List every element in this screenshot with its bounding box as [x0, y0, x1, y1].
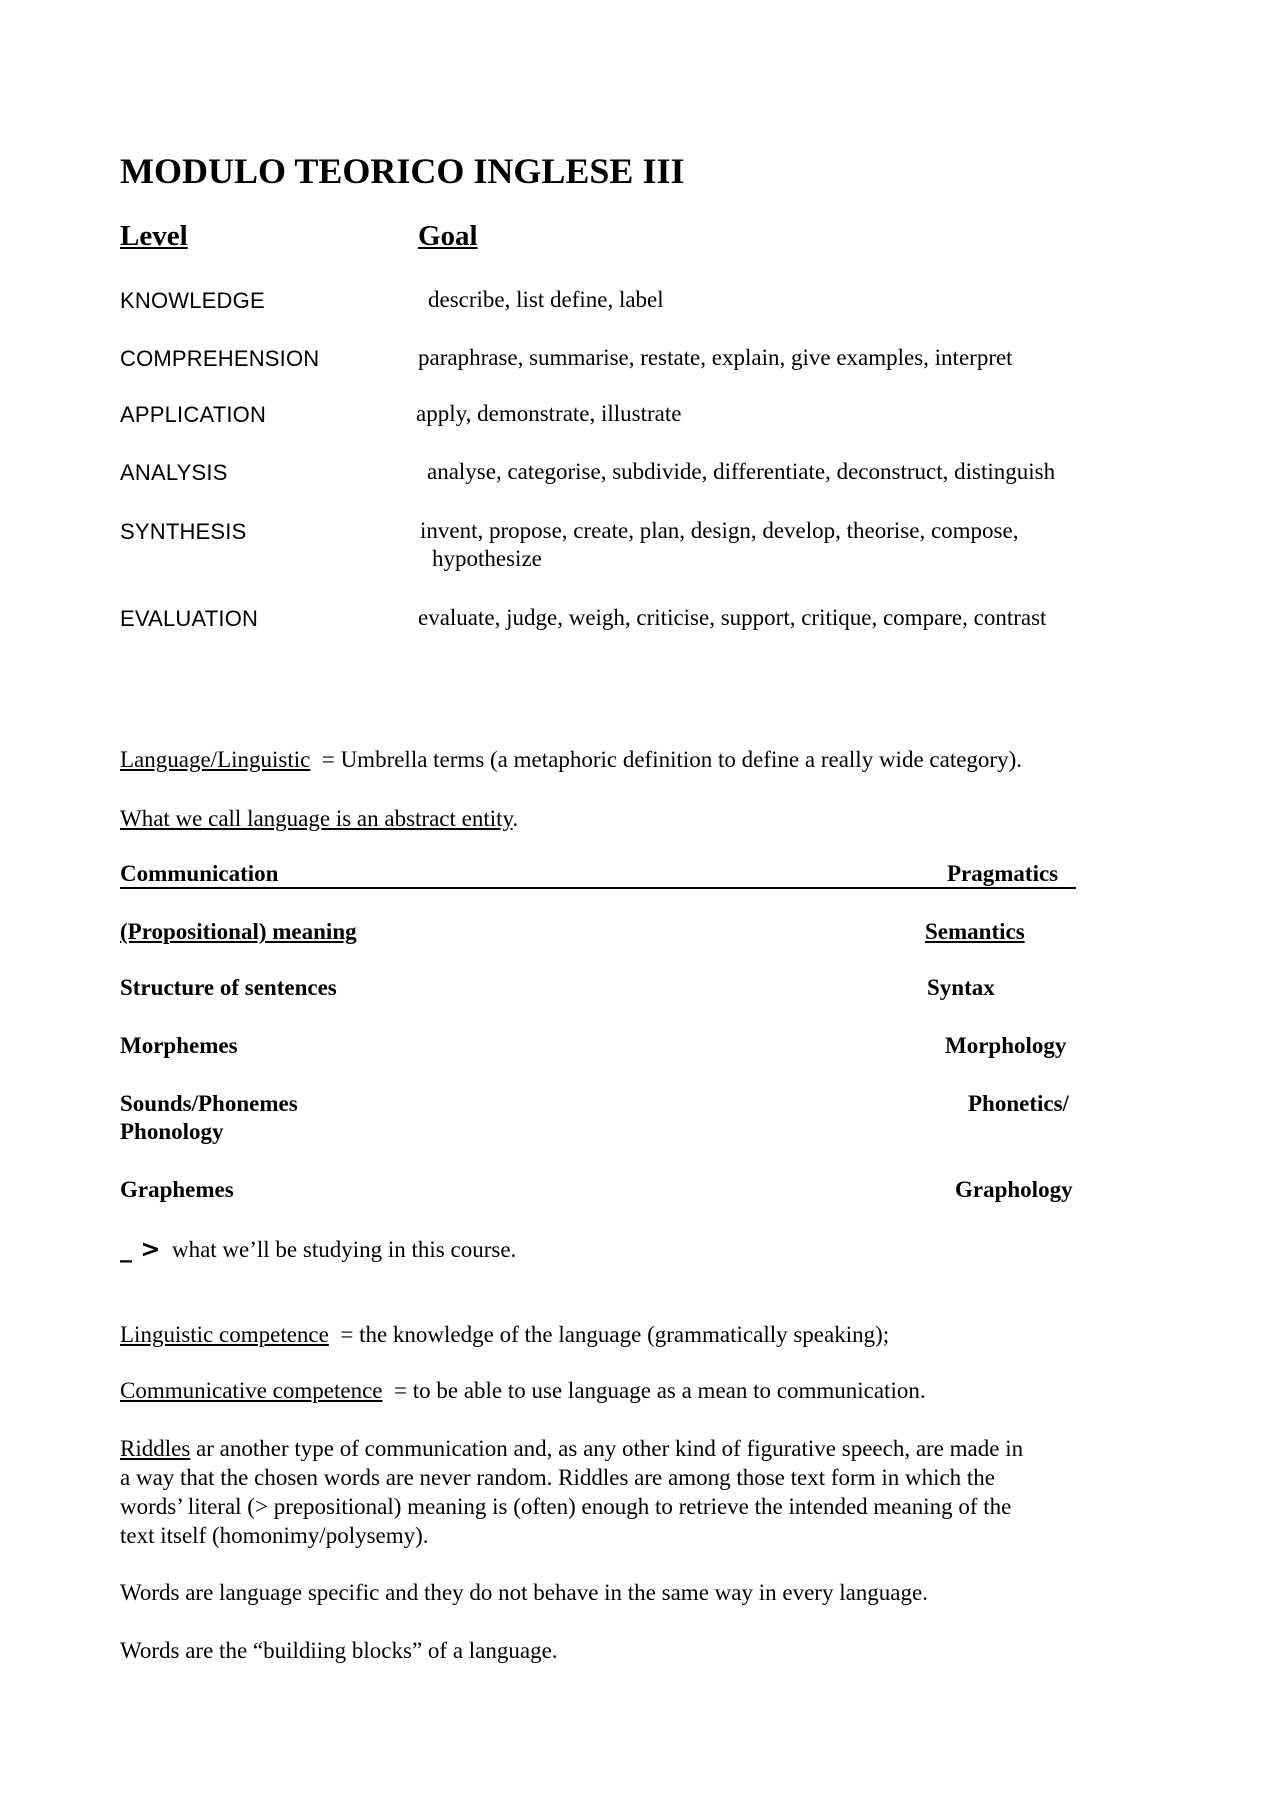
- level-goal: invent, propose, create, plan, design, develop, theorise, compose,: [420, 518, 1019, 543]
- level-goal: describe, list define, label: [428, 287, 664, 312]
- riddles-term: Riddles: [120, 1436, 191, 1461]
- language-term: Language/Linguistic: [120, 747, 311, 772]
- level-goal: evaluate, judge, weigh, criticise, support, critique, compare, contrast: [418, 605, 1047, 630]
- syntax-label: Syntax: [927, 975, 995, 1000]
- language-definition: [120, 747, 1022, 773]
- building-blocks-statement: Words are the “buildiing blocks” of a language.: [120, 1638, 558, 1663]
- level-goal-continued: hypothesize: [432, 546, 542, 571]
- graphology-label: Graphology: [955, 1177, 1073, 1202]
- morphemes-label: Morphemes: [120, 1033, 238, 1058]
- level-label: EVALUATION: [120, 606, 259, 631]
- words-statement: Words are language specific and they do not behave in the same way in every language.: [120, 1580, 928, 1605]
- graphemes-label: Graphemes: [120, 1177, 234, 1202]
- level-label: COMPREHENSION: [120, 346, 320, 371]
- language-def: = Umbrella terms (a metaphoric definition to define a really wide category).: [321, 747, 1022, 772]
- level-goal: apply, demonstrate, illustrate: [416, 401, 682, 426]
- riddles-paragraph: Riddles ar another type of communication and, as any other kind of figurative speech, are made in a way that the chosen words are never random. Riddles are among those text form in which the words’ literal (> prepositional) meaning is (often) enough to retrieve the intended meaning of the text itself (homonimy/polysemy).: [120, 1436, 1024, 1548]
- level-header: Level: [120, 220, 188, 252]
- course-note-text: what we’ll be studying in this course.: [171, 1237, 517, 1262]
- morphology-label: Morphology: [945, 1033, 1067, 1058]
- level-goal: paraphrase, summarise, restate, explain, give examples, interpret: [418, 345, 1013, 370]
- goal-header: Goal: [418, 220, 478, 252]
- phonology-label: Phonology: [120, 1119, 224, 1144]
- meaning-label: (Propositional) meaning: [120, 919, 357, 944]
- semantics-label: Semantics: [925, 919, 1025, 944]
- pragmatics-label: Pragmatics: [947, 861, 1059, 886]
- communication-underline: [120, 887, 1076, 889]
- arrow-icon: _ >: [120, 1235, 161, 1263]
- communicative-competence: Communicative competence = to be able to use language as a mean to communication.: [120, 1378, 926, 1403]
- level-goal: analyse, categorise, subdivide, differentiate, deconstruct, distinguish: [427, 459, 1056, 484]
- abstract-underlined: What we call language is an abstract entity: [120, 806, 513, 831]
- linguistic-competence: Linguistic competence = the knowledge of the language (grammatically speaking);: [120, 1322, 890, 1347]
- abstract-statement: What we call language is an abstract entity.: [120, 806, 519, 831]
- level-label: APPLICATION: [120, 402, 267, 427]
- level-label: SYNTHESIS: [120, 519, 247, 544]
- level-label: KNOWLEDGE: [120, 288, 265, 313]
- phonetics-label: Phonetics/: [968, 1091, 1069, 1116]
- communication-label: Communication: [120, 861, 279, 886]
- sounds-label: Sounds/Phonemes: [120, 1091, 298, 1116]
- page-title: MODULO TEORICO INGLESE III: [120, 151, 685, 191]
- structure-label: Structure of sentences: [120, 975, 337, 1000]
- level-label: ANALYSIS: [120, 460, 228, 485]
- course-note: [120, 1235, 516, 1263]
